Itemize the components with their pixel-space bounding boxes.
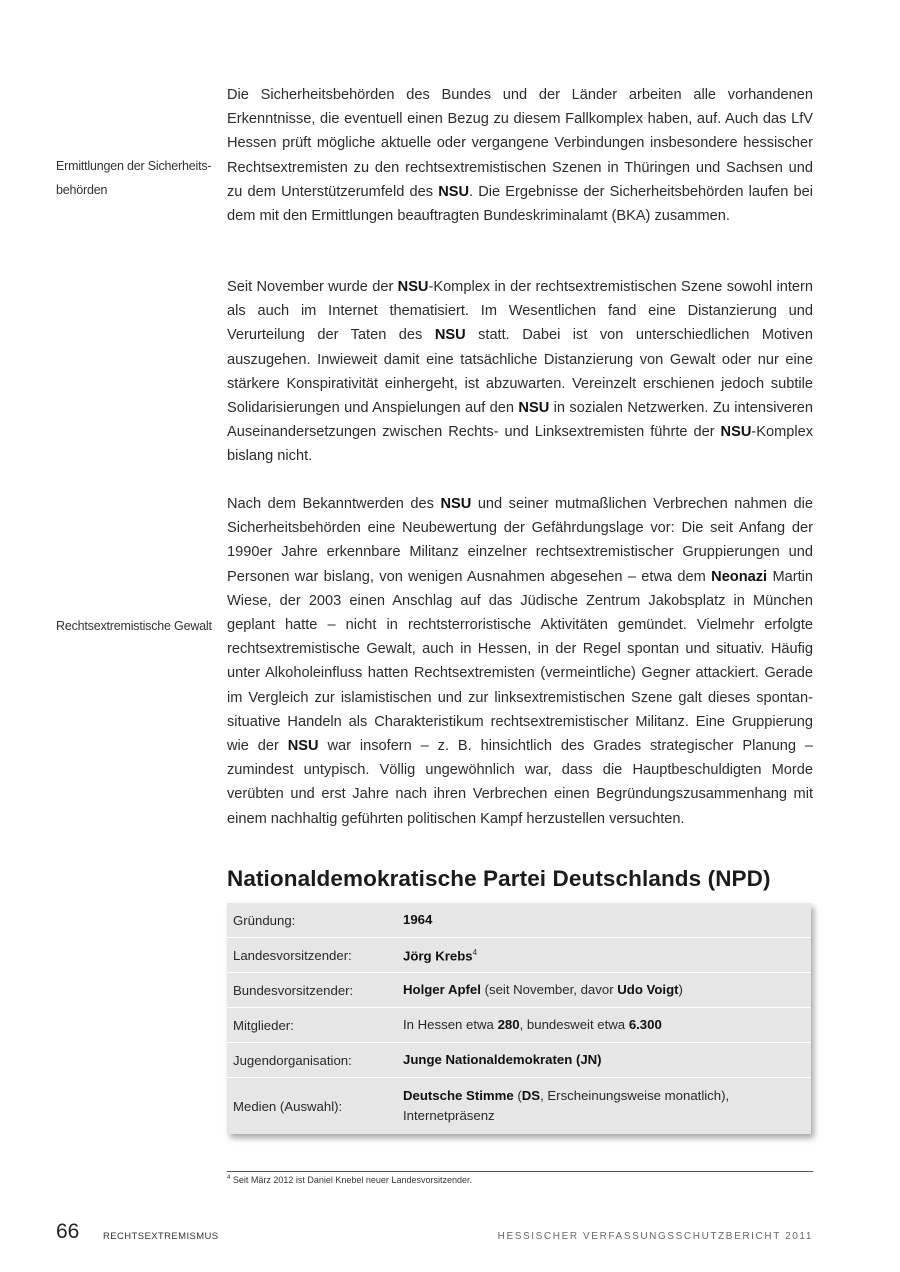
row-value: Holger Apfel (seit November, davor Udo Voigt) bbox=[397, 973, 811, 1008]
paragraph-3: Nach dem Bekanntwerden des NSU und seiner mutmaßlichen Verbrechen nahmen die Sicherheitsbehörden eine Neubewertung der Gefährdungslage vor: Die seit Anfang der 1990er Jahre erkennbare Militanz einzelner rechtsextremistischer Gruppierungen und Personen war bislang, von wenigen Ausnahmen abgesehen – etwa dem Neonazi Martin Wiese, der 2003 einen Anschlag auf das Jüdische Zentrum Jakobsplatz in München geplant hatte – nicht in rechtsterroristische Aktivitäten gemündet. Vielmehr erfolgte rechtsextremistische Gewalt, auch in Hessen, in der Regel spontan und situativ. Häufig unter Alkoholeinfluss hatten Rechtsextremisten (vermeintliche) Gegner attackiert. Gerade im Vergleich zur islamistischen und zur linksextremistischen Szene galt dieses spontan-situative Handeln als Charakteristikum rechtsextremistischer Militanz. Eine Gruppierung wie der NSU war insofern – z. B. hinsichtlich des Grades strategischer Planung – zumindest untypisch. Völlig ungewöhnlich war, dass die Hauptbeschuldigten Morde verübten und erst Jahre nach ihren Verbrechen einen Begründungszusammenhang mit einem nachhaltig geführten politischen Kampf herzustellen versuchten. bbox=[227, 496, 813, 827]
table-row-medien bbox=[227, 1078, 811, 1135]
row-value: In Hessen etwa 280, bundesweit etwa 6.300 bbox=[397, 1008, 811, 1043]
row-label: Bundesvorsitzender: bbox=[227, 973, 397, 1008]
nsu-term: NSU bbox=[434, 327, 466, 344]
table-row-mitglieder bbox=[227, 1008, 811, 1043]
chapter-title: RECHTSEXTREMISMUS bbox=[103, 1231, 219, 1242]
table-row-jugendorganisation bbox=[227, 1043, 811, 1078]
table-row-bundesvorsitzender bbox=[227, 973, 811, 1008]
footnote-reference: 4 bbox=[472, 948, 478, 958]
section-heading-npd: Nationaldemokratische Partei Deutschlands (NPD) bbox=[227, 866, 771, 891]
row-value: Deutsche Stimme (DS, Erscheinungsweise monatlich), Internetpräsenz bbox=[403, 1088, 730, 1123]
report-title: HESSISCHER VERFASSUNGSSCHUTZBERICHT 2011 bbox=[497, 1231, 813, 1242]
nsu-term: NSU bbox=[720, 424, 752, 441]
row-label: Medien (Auswahl): bbox=[233, 1098, 343, 1114]
row-value: Junge Nationaldemokraten (JN) bbox=[397, 1043, 811, 1078]
margin-note-ermittlungen-line2: behörden bbox=[56, 183, 108, 197]
row-label: Landesvorsitzender: bbox=[227, 938, 397, 973]
row-label: Jugendorganisation: bbox=[227, 1043, 397, 1078]
nsu-term: NSU bbox=[438, 183, 469, 200]
npd-fact-table bbox=[227, 903, 811, 1134]
nsu-term: NSU bbox=[518, 400, 550, 417]
page-number: 66 bbox=[56, 1220, 80, 1243]
row-value: Jörg Krebs$^4$ bbox=[397, 938, 811, 973]
row-value: 1964 bbox=[397, 903, 811, 938]
footnote: $^4$ Seit März 2012 ist Daniel Knebel neuer Landesvorsitzender. bbox=[227, 1175, 472, 1185]
margin-note-ermittlungen-line1: Ermittlungen der Sicherheits- bbox=[56, 159, 212, 173]
footnote-divider bbox=[227, 1171, 813, 1172]
paragraph-2: Seit November wurde der NSU-Komplex in der rechtsextremistischen Szene sowohl intern als auch im Internet thematisiert. Im Wesentlichen fand eine Distanzierung und Verurteilung der Taten des NSU statt. Dabei ist von unterschiedlichen Motiven auszugehen. Inwieweit damit eine tatsächliche Distanzierung von Gewalt oder nur eine stärkere Konspirativität einhergeht, ist abzuwarten. Vereinzelt erschienen jedoch subtile Solidarisierungen und Anspielungen auf den NSU in sozialen Netzwerken. Zu intensiveren Auseinandersetzungen zwischen Rechts- und Linksextremisten führte der NSU-Komplex bislang nicht. bbox=[227, 279, 813, 465]
nsu-term: NSU bbox=[397, 279, 429, 295]
margin-note-ermittlungen bbox=[56, 154, 216, 202]
row-label: Mitglieder: bbox=[227, 1008, 397, 1043]
table-row-gruendung bbox=[227, 903, 811, 938]
nsu-term: NSU bbox=[287, 738, 319, 755]
row-label: Gründung: bbox=[227, 903, 397, 938]
paragraph-1: Die Sicherheitsbehörden des Bundes und der Länder arbeiten alle vorhandenen Erkenntnisse, die eventuell einen Bezug zu diesem Fallkomplex haben, auf. Auch das LfV Hessen prüft mögliche aktuelle oder vergangene Verbindungen insbesondere hessischer Rechtsextremisten zu den rechtsextremistischen Szenen in Thüringen und Sachsen und zu dem Unterstützerumfeld des NSU. Die Ergebnisse der Sicherheitsbehörden laufen bei dem mit den Ermittlungen beauftragten Bundeskriminalamt (BKA) zusammen. bbox=[227, 87, 813, 225]
neonazi-term: Neonazi bbox=[711, 568, 768, 585]
nsu-term: NSU bbox=[440, 496, 472, 512]
table-row-landesvorsitzender bbox=[227, 938, 811, 973]
margin-note-gewalt: Rechtsextremistische Gewalt bbox=[56, 619, 212, 633]
